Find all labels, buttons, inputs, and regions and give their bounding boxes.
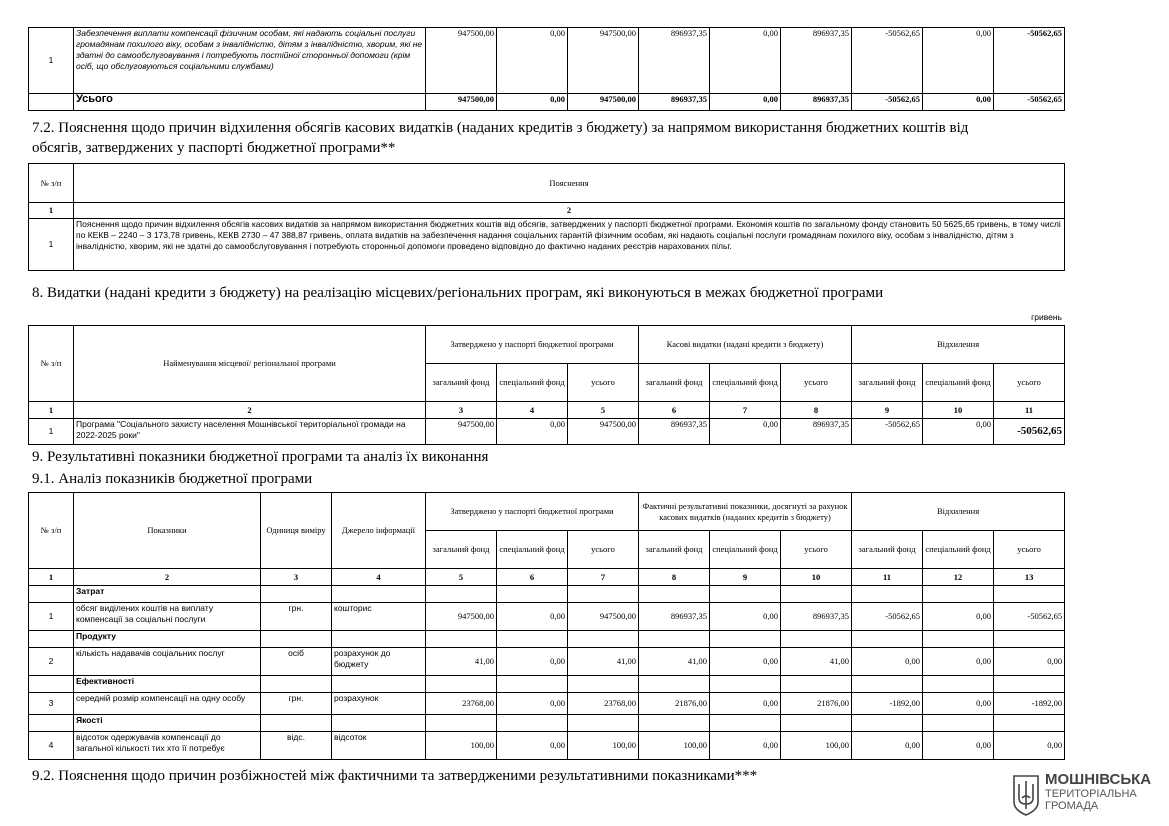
col-index: 9 xyxy=(710,569,781,586)
value-cell: 0,00 xyxy=(497,28,568,94)
value-cell: 41,00 xyxy=(568,648,639,676)
value-cell: 0,00 xyxy=(710,693,781,715)
value-cell: 0,00 xyxy=(710,603,781,631)
value-cell: 896937,35 xyxy=(781,419,852,445)
row-number: 4 xyxy=(29,732,74,760)
value-cell: -50562,65 xyxy=(852,28,923,94)
value-cell: 0,00 xyxy=(994,648,1065,676)
value-cell: 0,00 xyxy=(852,732,923,760)
indicator-name: кількість надавачів соціальних послуг xyxy=(74,648,261,676)
value-cell: 896937,35 xyxy=(639,28,710,94)
value-cell: 0,00 xyxy=(923,648,994,676)
indicator-unit: осіб xyxy=(261,648,332,676)
table-row xyxy=(29,419,1065,445)
sub-header: усього xyxy=(568,531,639,569)
group-title: Затрат xyxy=(74,586,261,603)
value-cell: 896937,35 xyxy=(781,603,852,631)
value-cell: 947500,00 xyxy=(568,603,639,631)
value-cell: 21876,00 xyxy=(781,693,852,715)
section-8-heading: 8. Видатки (надані кредити з бюджету) на реалізацію місцевих/регіональних програм, які виконуються в межах бюджетної програми xyxy=(32,285,884,301)
local-programs-table xyxy=(28,325,1065,445)
row-number: 2 xyxy=(29,648,74,676)
indicators-table xyxy=(28,492,1065,760)
sub-header: усього xyxy=(781,364,852,402)
approved-group-header: Затверджено у паспорті бюджетної програми xyxy=(426,493,639,531)
value-cell: 0,00 xyxy=(923,419,994,445)
col-index: 3 xyxy=(261,569,332,586)
deviation-explanation-table xyxy=(28,163,1065,271)
col-explanation-header: Пояснення xyxy=(74,164,1065,203)
value-cell: 21876,00 xyxy=(639,693,710,715)
value-cell: 41,00 xyxy=(781,648,852,676)
sub-header: загальний фонд xyxy=(852,364,923,402)
col-index: 8 xyxy=(639,569,710,586)
indicator-name: середній розмір компенсації на одну особу xyxy=(74,693,261,715)
section-9-2-heading: 9.2. Пояснення щодо причин розбіжностей між фактичними та затвердженими результативними показниками*** xyxy=(32,768,758,784)
col-index: 5 xyxy=(426,569,497,586)
value-cell: 100,00 xyxy=(426,732,497,760)
value-cell: 0,00 xyxy=(710,648,781,676)
value-cell: 0,00 xyxy=(923,693,994,715)
value-cell: 0,00 xyxy=(497,693,568,715)
col-program-header: Найменування місцевої/ регіональної програми xyxy=(74,326,426,402)
indicator-source: кошторис xyxy=(332,603,426,631)
value-cell: -50562,65 xyxy=(994,28,1065,94)
value-cell: 23768,00 xyxy=(426,693,497,715)
sub-header: усього xyxy=(994,531,1065,569)
table-row xyxy=(29,219,1065,271)
value-cell: 947500,00 xyxy=(426,94,497,111)
approved-group-header: Затверджено у паспорті бюджетної програми xyxy=(426,326,639,364)
col-number-header: № з/п xyxy=(29,326,74,402)
col-index: 2 xyxy=(74,203,1065,219)
indicator-source: розрахунок xyxy=(332,693,426,715)
value-cell: -50562,65 xyxy=(994,419,1065,445)
value-cell: 947500,00 xyxy=(568,28,639,94)
table-row xyxy=(29,732,1065,760)
community-logo xyxy=(1011,772,1161,818)
row-number: 3 xyxy=(29,693,74,715)
value-cell: -50562,65 xyxy=(994,94,1065,111)
col-index: 3 xyxy=(426,402,497,419)
sub-header: загальний фонд xyxy=(426,364,497,402)
sub-header: усього xyxy=(568,364,639,402)
table-row xyxy=(29,648,1065,676)
value-cell: 0,00 xyxy=(923,28,994,94)
sub-header: загальний фонд xyxy=(426,531,497,569)
sub-header: спеціальний фонд xyxy=(497,531,568,569)
value-cell: 896937,35 xyxy=(639,419,710,445)
col-index: 1 xyxy=(29,203,74,219)
col-index: 13 xyxy=(994,569,1065,586)
section-7-2-heading-line2: обсягів, затверджених у паспорті бюджетної програми** xyxy=(32,140,396,156)
row-number: 1 xyxy=(29,419,74,445)
sub-header: спеціальний фонд xyxy=(497,364,568,402)
value-cell: 0,00 xyxy=(852,648,923,676)
value-cell: 0,00 xyxy=(497,94,568,111)
sub-header: усього xyxy=(994,364,1065,402)
sub-header: спеціальний фонд xyxy=(710,364,781,402)
value-cell: 100,00 xyxy=(781,732,852,760)
value-cell: -50562,65 xyxy=(994,603,1065,631)
section-7-2-heading-line1: 7.2. Пояснення щодо причин відхилення обсягів касових видатків (наданих кредитів з бюджету) за напрямом використання бюджетних коштів від xyxy=(32,120,969,136)
program-name: Програма "Соціального захисту населення Мошнівської територіальної громади на 2022-2025 роки" xyxy=(74,419,426,445)
value-cell: 0,00 xyxy=(923,732,994,760)
deviation-group-header: Відхилення xyxy=(852,326,1065,364)
group-row xyxy=(29,676,1065,693)
sub-header: загальний фонд xyxy=(639,531,710,569)
indicator-unit: відс. xyxy=(261,732,332,760)
value-cell: 947500,00 xyxy=(568,419,639,445)
indicator-name: обсяг виділених коштів на виплату компенсації за соціальні послуги xyxy=(74,603,261,631)
value-cell: 896937,35 xyxy=(639,603,710,631)
table-row xyxy=(29,603,1065,631)
col-number-header: № з/п xyxy=(29,493,74,569)
value-cell: 0,00 xyxy=(923,603,994,631)
indicator-unit: грн. xyxy=(261,693,332,715)
group-row xyxy=(29,586,1065,603)
section-9-heading: 9. Результативні показники бюджетної програми та аналіз їх виконання xyxy=(32,449,489,465)
col-index: 2 xyxy=(74,569,261,586)
logo-subtitle: ГРОМАДА xyxy=(1045,800,1099,812)
value-cell: 896937,35 xyxy=(781,94,852,111)
row-number: 1 xyxy=(29,28,74,94)
col-source-header: Джерело інформації xyxy=(332,493,426,569)
sub-header: спеціальний фонд xyxy=(710,531,781,569)
value-cell: 100,00 xyxy=(639,732,710,760)
col-index: 10 xyxy=(923,402,994,419)
value-cell: 0,00 xyxy=(923,94,994,111)
table-row xyxy=(29,28,1065,94)
col-indicator-header: Показники xyxy=(74,493,261,569)
value-cell: 0,00 xyxy=(994,732,1065,760)
col-index: 1 xyxy=(29,402,74,419)
col-index: 1 xyxy=(29,569,74,586)
group-row xyxy=(29,715,1065,732)
col-index: 10 xyxy=(781,569,852,586)
col-index: 2 xyxy=(74,402,426,419)
value-cell: 41,00 xyxy=(426,648,497,676)
col-index: 6 xyxy=(497,569,568,586)
direction-name: Забезпечення виплати компенсації фізичним особам, які надають соціальні послуги громадянам похилого віку, особам з інвалідністю, дітям з інвалідністю, хворим, які не здатні до самообслуговування і потребують постійної сторонньої допомоги (крім осіб, що обслуговуються соціальними службами) xyxy=(74,28,426,94)
group-title: Якості xyxy=(74,715,261,732)
expenditure-directions-table xyxy=(28,27,1065,111)
value-cell: 0,00 xyxy=(710,732,781,760)
table-row xyxy=(29,693,1065,715)
trident-emblem-icon xyxy=(1011,774,1041,816)
group-title: Ефективності xyxy=(74,676,261,693)
value-cell: 896937,35 xyxy=(781,28,852,94)
value-cell: -50562,65 xyxy=(852,94,923,111)
value-cell: 0,00 xyxy=(710,419,781,445)
indicator-name: відсоток одержувачів компенсації до загальної кількості тих хто її потребує xyxy=(74,732,261,760)
value-cell: 947500,00 xyxy=(426,28,497,94)
explanation-text: Пояснення щодо причин відхилення обсягів касових видатків за напрямом використання бюджетних коштів від обсягів, затверджених у паспорті бюджетної програми. Економія коштів по загальному фонду становить 50 5625,65 гривень, в тому числі по КЕКВ – 2240 – 3 173,78 гривень, КЕКВ 2730 – 47 388,87 гривень, оплата видатків на забезпечення надання соціальних гарантій фізичним особам, які надають соціальні послуги громадянам похилого віку, особам з інвалідністю, дітям з інвалідністю, хворим, які не здатні до самообслуговування і потребують сторонньої допомоги проведено відповідно до фактично наданих реєстрів нарахованих пільг. xyxy=(74,219,1065,271)
currency-unit: гривень xyxy=(1031,312,1062,322)
value-cell: 0,00 xyxy=(497,603,568,631)
col-index: 9 xyxy=(852,402,923,419)
col-index: 4 xyxy=(497,402,568,419)
logo-subtitle: ТЕРИТОРІАЛЬНА xyxy=(1045,788,1137,800)
indicator-unit: грн. xyxy=(261,603,332,631)
cash-group-header: Касові видатки (надані кредити з бюджету) xyxy=(639,326,852,364)
sub-header: спеціальний фонд xyxy=(923,531,994,569)
sub-header: спеціальний фонд xyxy=(923,364,994,402)
value-cell: 100,00 xyxy=(568,732,639,760)
value-cell: 947500,00 xyxy=(426,419,497,445)
col-index: 12 xyxy=(923,569,994,586)
sub-header: загальний фонд xyxy=(639,364,710,402)
col-index: 7 xyxy=(568,569,639,586)
value-cell: -50562,65 xyxy=(852,603,923,631)
col-index: 11 xyxy=(994,402,1065,419)
value-cell: 0,00 xyxy=(497,732,568,760)
group-title: Продукту xyxy=(74,631,261,648)
col-index: 8 xyxy=(781,402,852,419)
actual-group-header: Фактичні результативні показники, досягнуті за рахунок касових видатків (наданих кредитів з бюджету) xyxy=(639,493,852,531)
indicator-source: розрахунок до бюджету xyxy=(332,648,426,676)
col-index: 11 xyxy=(852,569,923,586)
value-cell: 23768,00 xyxy=(568,693,639,715)
col-number-header: № з/п xyxy=(29,164,74,203)
col-index: 5 xyxy=(568,402,639,419)
sub-header: загальний фонд xyxy=(852,531,923,569)
value-cell: 0,00 xyxy=(710,28,781,94)
indicator-source: відсоток xyxy=(332,732,426,760)
logo-title: МОШНІВСЬКА xyxy=(1045,771,1152,788)
col-unit-header: Одиниця виміру xyxy=(261,493,332,569)
value-cell: 0,00 xyxy=(497,419,568,445)
section-9-1-heading: 9.1. Аналіз показників бюджетної програми xyxy=(32,471,313,487)
value-cell: 947500,00 xyxy=(426,603,497,631)
col-index: 7 xyxy=(710,402,781,419)
group-row xyxy=(29,631,1065,648)
value-cell: 41,00 xyxy=(639,648,710,676)
total-row xyxy=(29,94,1065,111)
value-cell: 0,00 xyxy=(710,94,781,111)
row-number: 1 xyxy=(29,219,74,271)
value-cell: 896937,35 xyxy=(639,94,710,111)
total-label: Усього xyxy=(74,94,426,111)
sub-header: усього xyxy=(781,531,852,569)
row-number: 1 xyxy=(29,603,74,631)
value-cell: -1892,00 xyxy=(994,693,1065,715)
deviation-group-header: Відхилення xyxy=(852,493,1065,531)
col-index: 4 xyxy=(332,569,426,586)
col-index: 6 xyxy=(639,402,710,419)
value-cell: -50562,65 xyxy=(852,419,923,445)
value-cell: -1892,00 xyxy=(852,693,923,715)
value-cell: 947500,00 xyxy=(568,94,639,111)
value-cell: 0,00 xyxy=(497,648,568,676)
